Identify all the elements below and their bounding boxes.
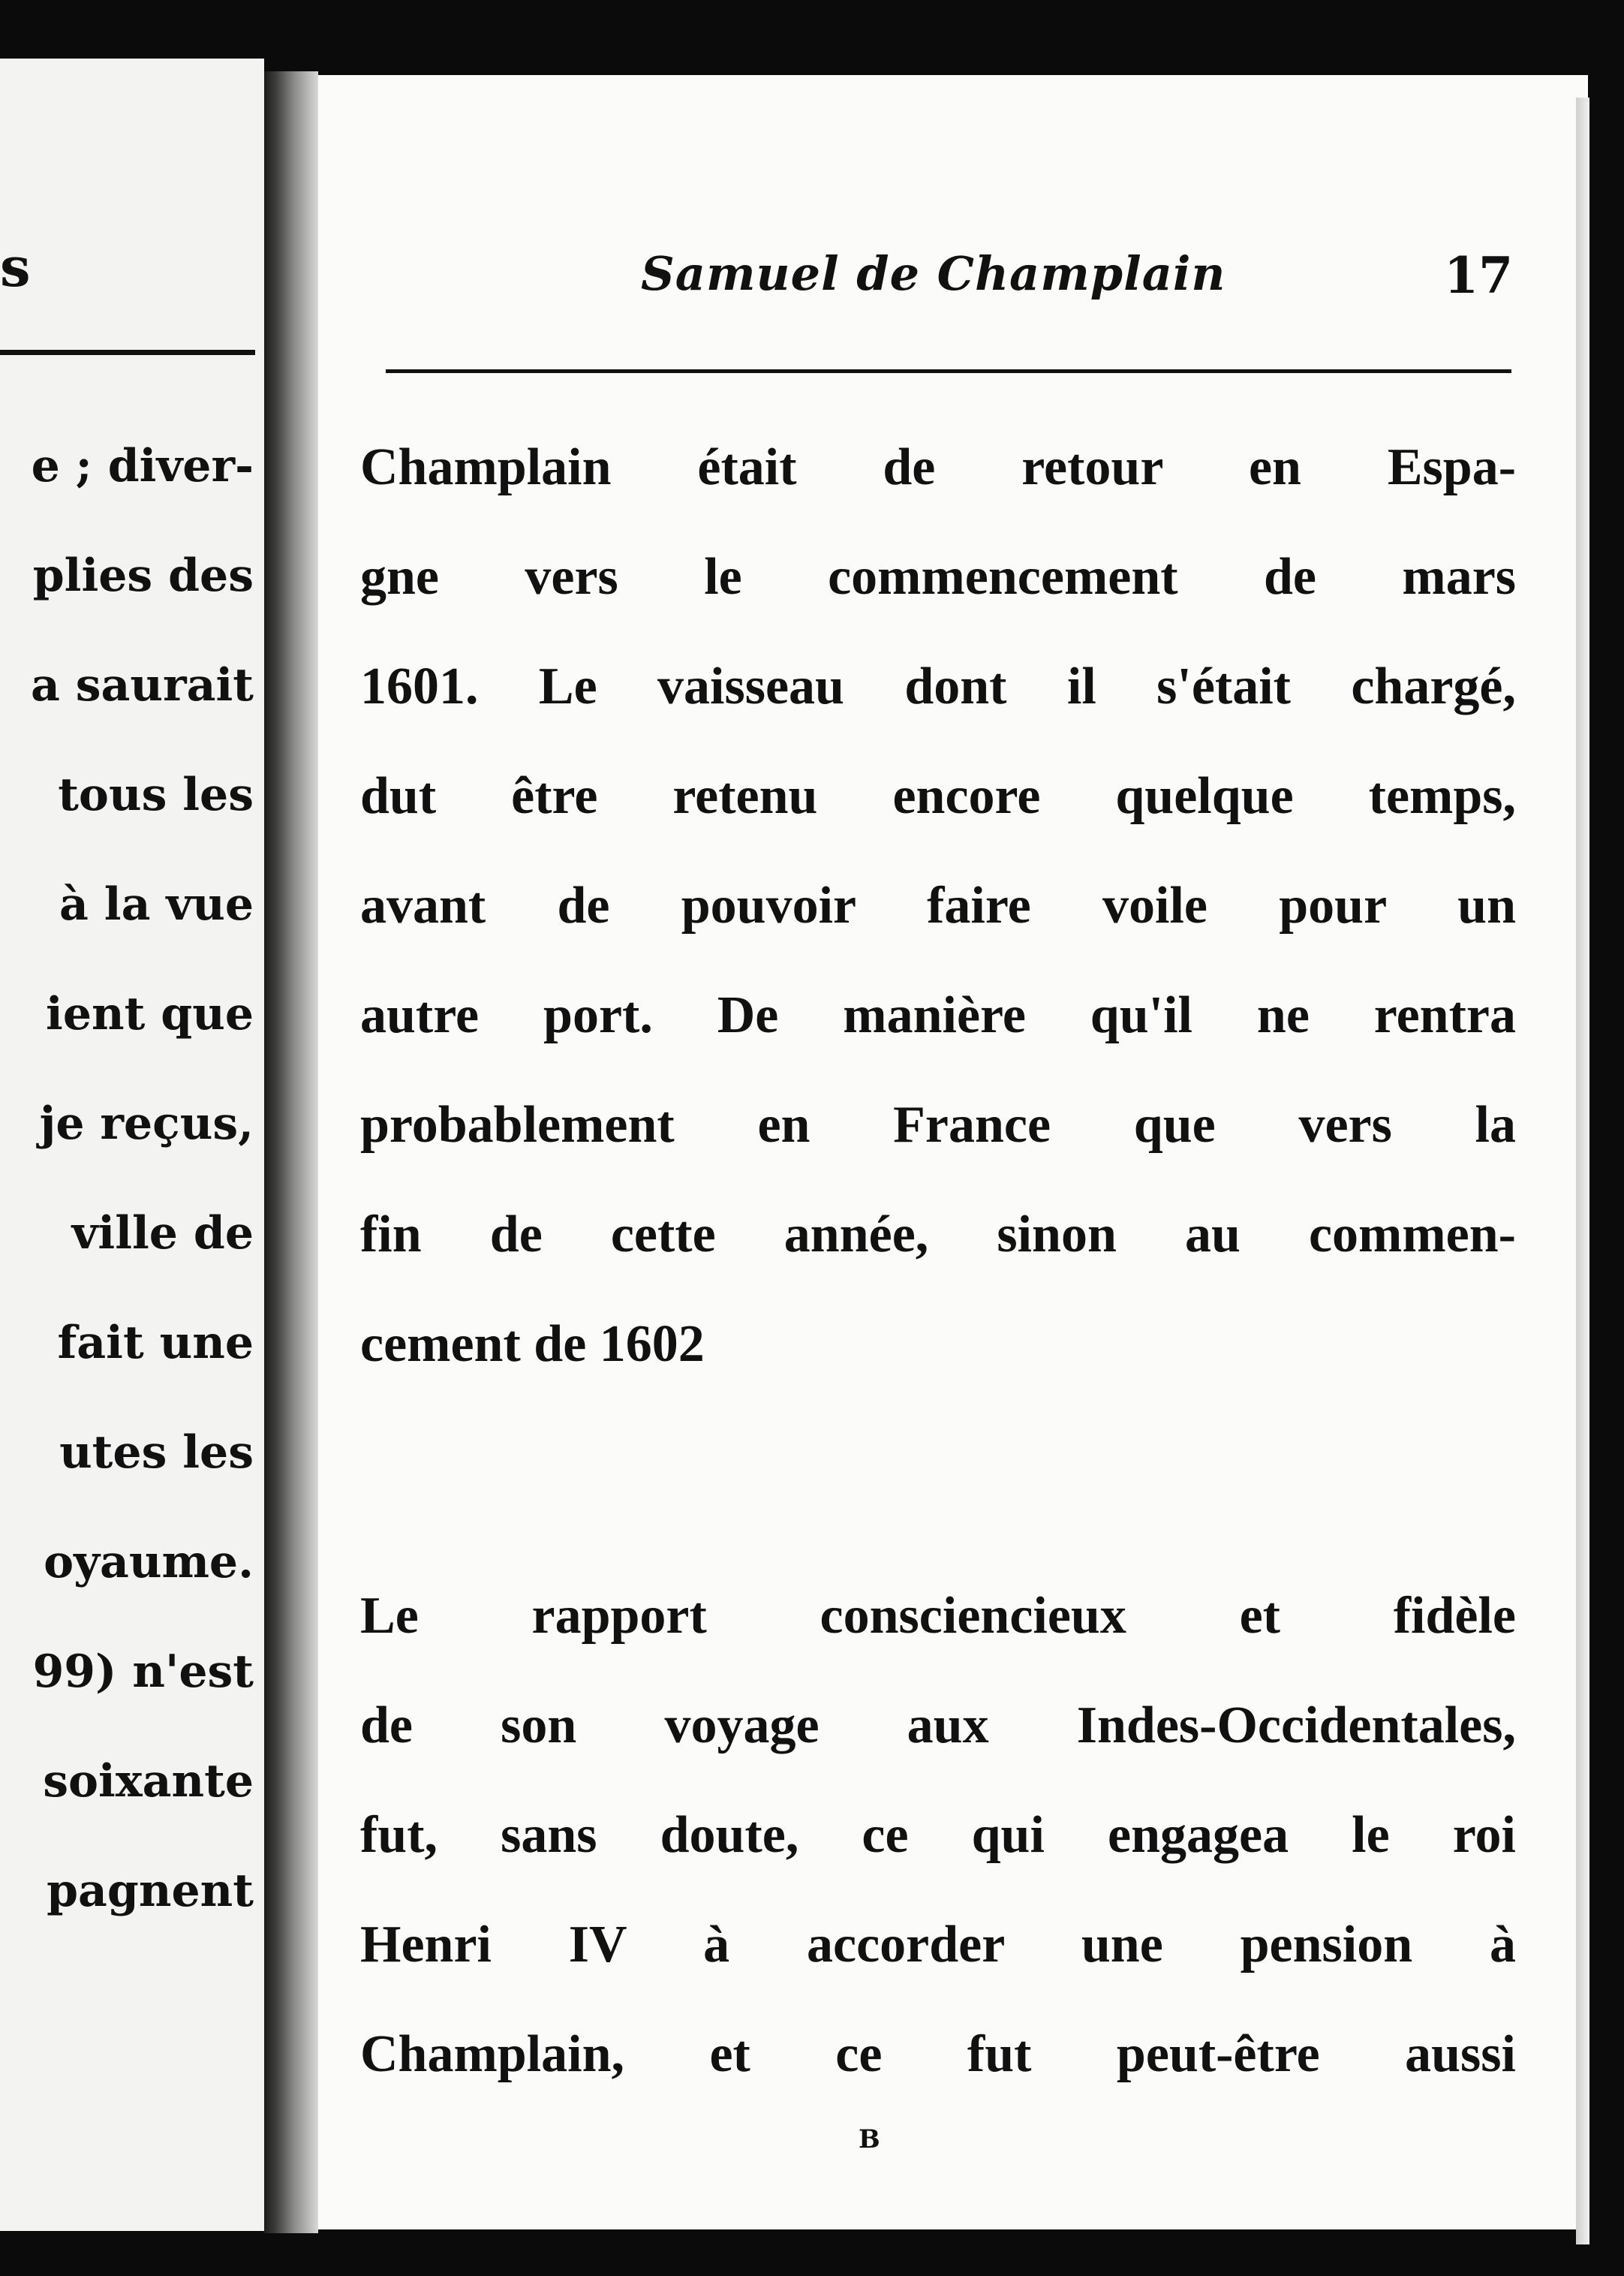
text-line: gne vers le commencement de mars <box>360 548 1516 606</box>
text-line: probablement en France que vers la <box>360 1096 1516 1154</box>
text-line: autre port. De manière qu'il ne rentra <box>360 986 1516 1044</box>
page-number: 17 <box>1444 246 1513 305</box>
left-text-line: oyaume. <box>44 1536 254 1588</box>
left-page-header-fragment: s <box>0 235 31 299</box>
text-line: Henri IV à accorder une pension à <box>360 1916 1516 1973</box>
text-line: cement de 1602 <box>360 1315 705 1373</box>
left-text-line: fait une <box>57 1317 254 1369</box>
text-line: fin de cette année, sinon au commen- <box>360 1206 1516 1263</box>
left-text-line: e ; diver- <box>31 440 254 492</box>
left-text-line: tous les <box>58 769 254 821</box>
left-text-line: plies des <box>32 549 254 602</box>
left-page-text <box>0 411 254 1946</box>
left-text-line: je reçus, <box>39 1097 254 1150</box>
paragraph-1 <box>360 413 1516 1399</box>
left-text-line: 99) n'est <box>32 1645 254 1698</box>
left-facing-page <box>0 59 264 2231</box>
paragraph-2 <box>360 1561 1516 2109</box>
left-text-line: à la vue <box>59 878 254 931</box>
left-text-line: utes les <box>59 1426 254 1479</box>
text-line: Le rapport consciencieux et fidèle <box>360 1587 1516 1645</box>
book-gutter-shadow <box>264 71 318 2233</box>
right-page <box>318 75 1588 2229</box>
left-text-line: soixante <box>43 1755 254 1808</box>
text-line: Champlain était de retour en Espa- <box>360 438 1516 496</box>
left-text-line: pagnent <box>47 1865 254 1917</box>
signature-mark: B <box>859 2124 880 2154</box>
text-line: de son voyage aux Indes-Occidentales, <box>360 1696 1516 1754</box>
page-edge <box>1576 98 1589 2244</box>
text-line: Champlain, et ce fut peut-être aussi <box>360 2025 1516 2083</box>
left-text-line: ient que <box>46 988 254 1040</box>
left-text-line: ville de <box>71 1207 254 1260</box>
text-line: 1601. Le vaisseau dont il s'était chargé, <box>360 658 1516 715</box>
text-line: avant de pouvoir faire voile pour un <box>360 877 1516 935</box>
running-head: Samuel de Champlain <box>641 246 1226 301</box>
left-text-line: a saurait <box>30 659 254 712</box>
header-rule <box>386 369 1511 373</box>
text-line: dut être retenu encore quelque temps, <box>360 767 1516 825</box>
left-page-header-rule <box>0 350 255 355</box>
text-line: fut, sans doute, ce qui engagea le roi <box>360 1806 1516 1864</box>
